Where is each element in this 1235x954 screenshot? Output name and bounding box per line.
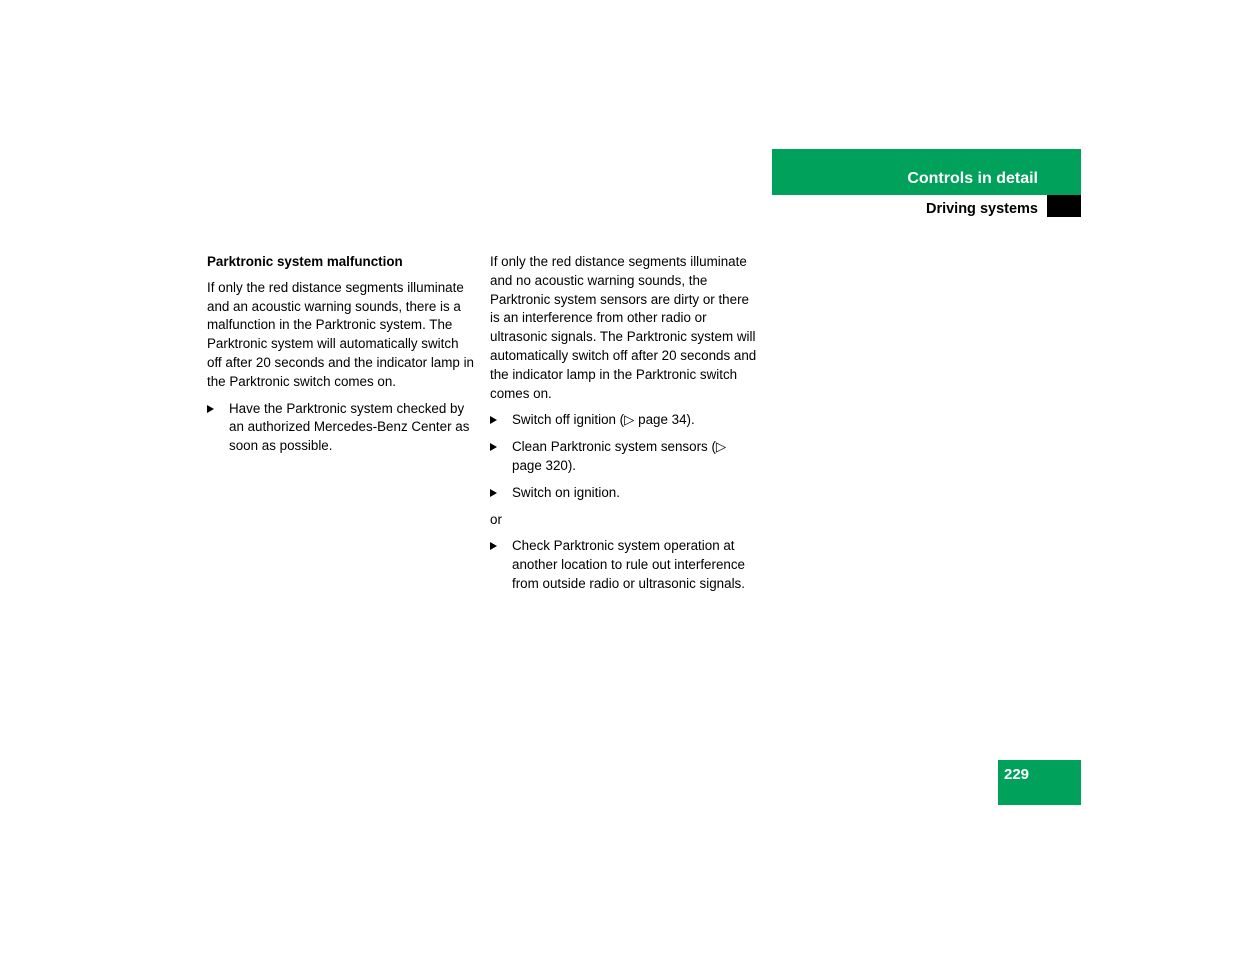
instruction-text: Switch on ignition. <box>512 484 620 500</box>
instruction-item <box>490 411 758 430</box>
instruction-item <box>490 484 758 503</box>
section-heading: Parktronic system malfunction <box>207 254 403 269</box>
subsection-title: Driving systems <box>925 201 1038 217</box>
page-number-box <box>998 760 1081 805</box>
triangle-bullet-icon <box>207 405 214 413</box>
right-column <box>490 253 758 602</box>
instruction-item <box>490 438 758 476</box>
or-separator: or <box>490 511 502 527</box>
instruction-text: Switch off ignition (▷ page 34). <box>512 412 695 428</box>
page-number: 229 <box>1004 766 1030 783</box>
instruction-item <box>207 400 475 456</box>
header-marker-block <box>1047 195 1081 217</box>
section-title: Controls in detail <box>907 170 1038 187</box>
left-column <box>207 253 475 464</box>
instruction-text: Have the Parktronic system checked by an authorized Mercedes-Benz Center as soon as possible. <box>229 400 470 454</box>
triangle-bullet-icon <box>490 443 497 451</box>
instruction-text: Check Parktronic system operation at another location to rule out interference from outside radio or ultrasonic signals. <box>512 538 745 591</box>
body-paragraph: If only the red distance segments illuminate and an acoustic warning sounds, there is a malfunction in the Parktronic system. The Parktronic system will automatically switch off after 20 seconds and the indicator lamp in the Parktronic switch comes on. <box>207 279 474 389</box>
instruction-text: Clean Parktronic system sensors (▷ page 320). <box>512 439 727 473</box>
triangle-bullet-icon <box>490 416 497 424</box>
body-paragraph: If only the red distance segments illuminate and no acoustic warning sounds, the Parktronic system sensors are dirty or there is an interference from other radio or ultrasonic signals. The Parktronic system will automatically switch off after 20 seconds and the indicator lamp in the Parktronic switch comes on. <box>490 254 757 401</box>
triangle-bullet-icon <box>490 489 497 497</box>
instruction-item <box>490 537 758 593</box>
triangle-bullet-icon <box>490 542 497 550</box>
section-header-bar <box>772 149 1081 195</box>
